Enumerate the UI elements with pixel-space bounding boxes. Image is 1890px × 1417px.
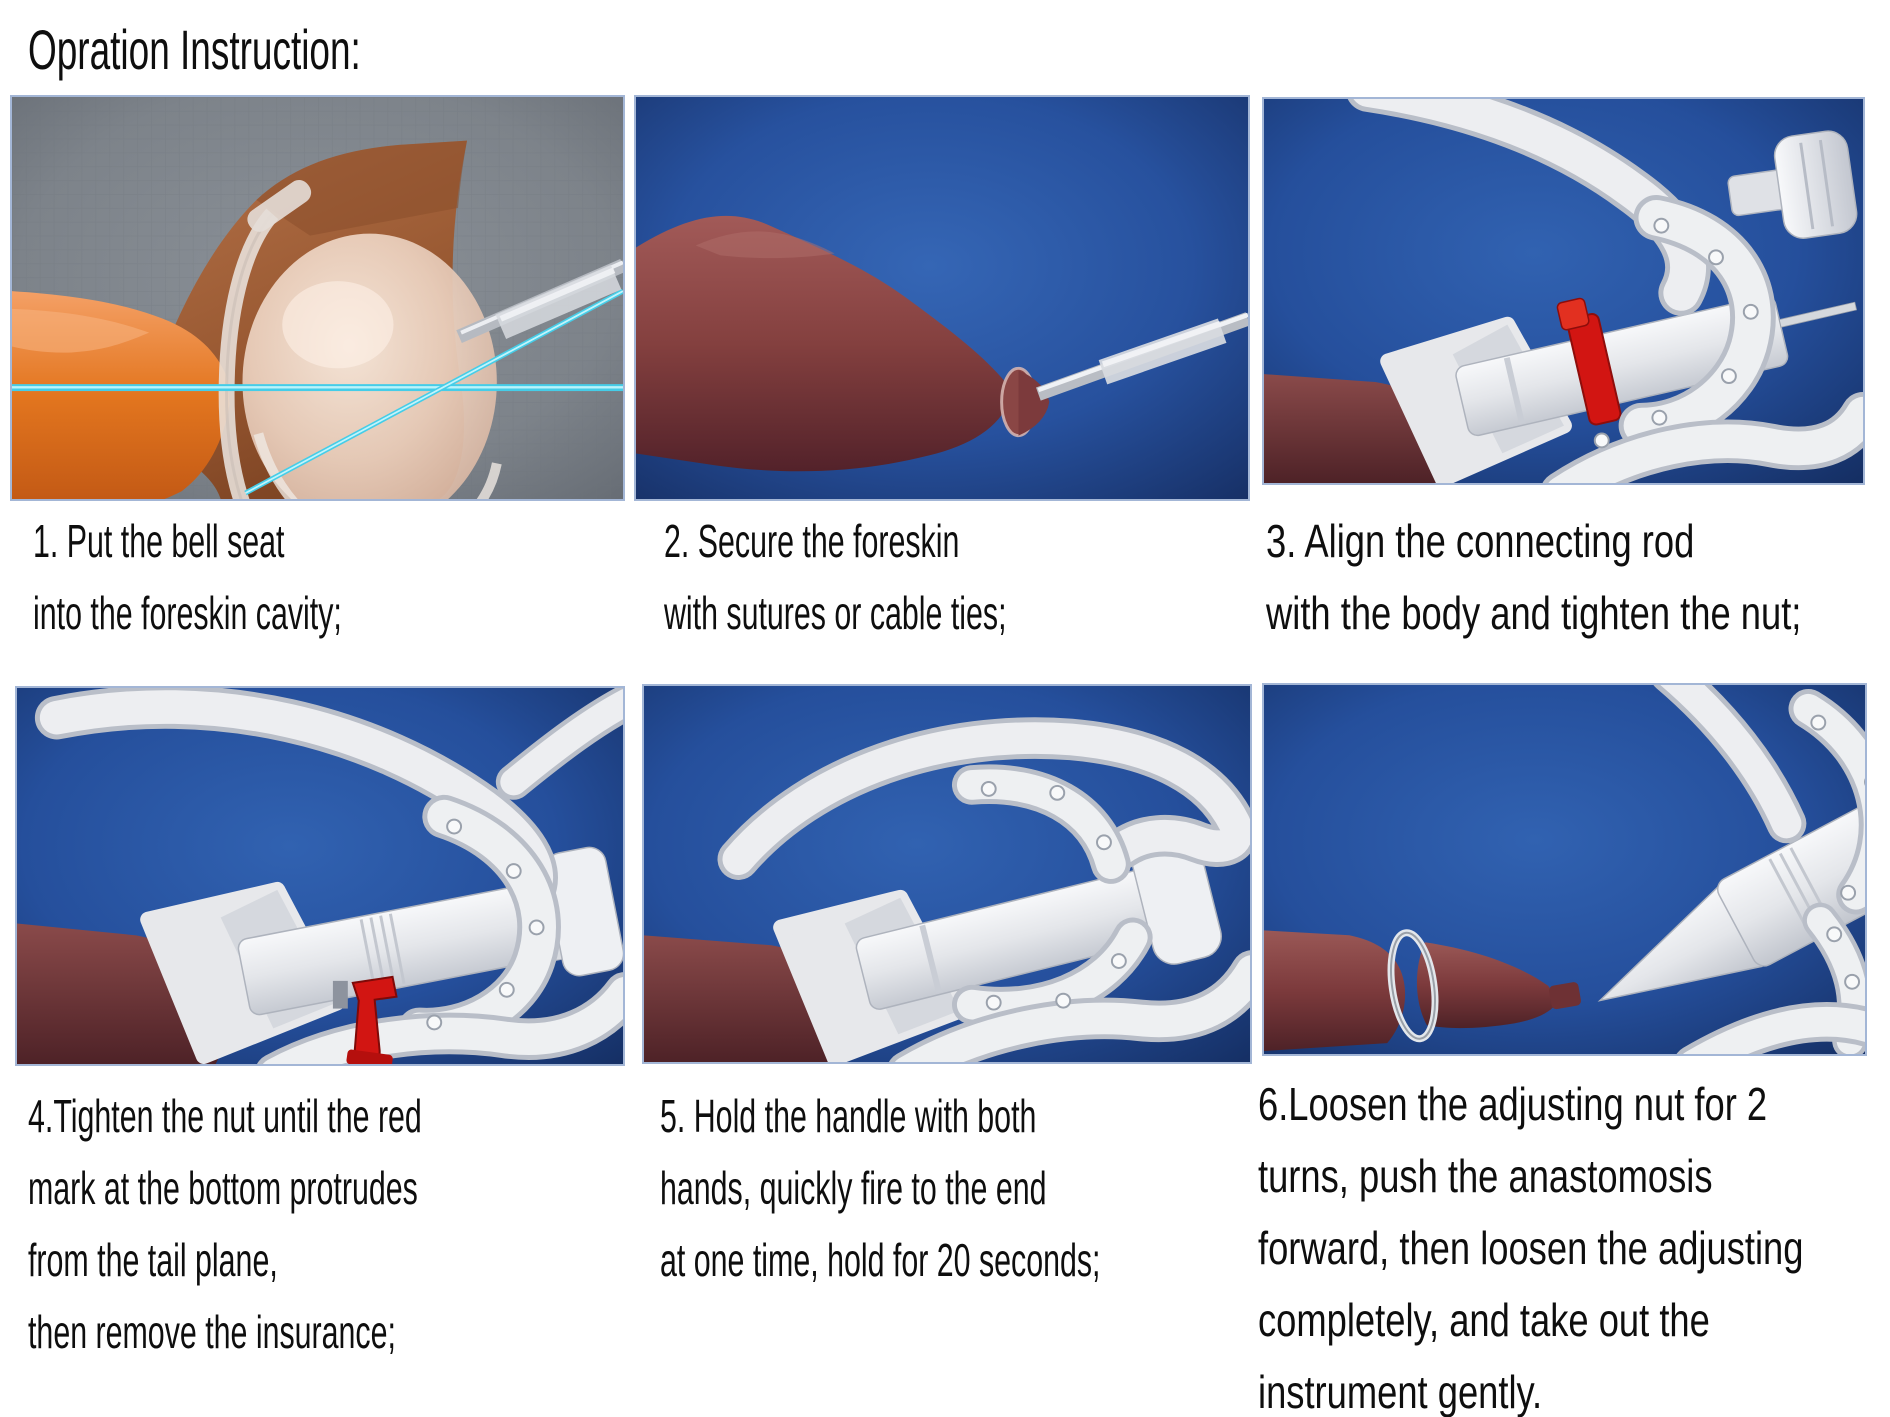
page-title: Opration Instruction: [28,18,361,81]
caption-line: completely, and take out the [1258,1294,1710,1346]
fire-handle-scene [644,686,1250,1062]
align-rod-scene [1264,99,1863,483]
step-3-illustration [1262,97,1865,485]
step-5-illustration [642,684,1252,1064]
caption-line: turns, push the anastomosis [1258,1150,1713,1202]
caption-line: mark at the bottom protrudes [28,1162,418,1214]
step-5-caption [660,1080,1100,1296]
step-1-illustration [10,95,625,501]
caption-line: 3. Align the connecting rod [1266,515,1695,567]
step-4-illustration [15,686,625,1066]
step-6-caption [1258,1068,1803,1417]
bell-seat-scene [12,97,623,499]
caption-line: forward, then loosen the adjusting [1258,1222,1804,1274]
tighten-nut-scene [17,688,623,1064]
caption-line: with sutures or cable ties; [664,587,1007,639]
caption-line: from the tail plane, [28,1234,278,1286]
step-2-illustration [634,95,1250,501]
secure-foreskin-scene [636,97,1248,499]
caption-line: 5. Hold the handle with both [660,1090,1037,1142]
step-4-caption [28,1080,422,1368]
caption-line: 4.Tighten the nut until the red [28,1090,422,1142]
step-3-caption [1266,505,1801,649]
caption-line: 1. Put the bell seat [33,515,285,567]
step-1-caption [33,505,342,649]
step-2-caption [664,505,1007,649]
caption-line: into the foreskin cavity; [33,587,342,639]
caption-line: 6.Loosen the adjusting nut for 2 [1258,1078,1768,1130]
caption-line: hands, quickly fire to the end [660,1162,1047,1214]
remove-instrument-scene [1264,685,1865,1054]
step-6-illustration [1262,683,1867,1056]
caption-line: with the body and tighten the nut; [1266,587,1802,639]
caption-line: instrument gently. [1258,1366,1543,1417]
caption-line: then remove the insurance; [28,1306,396,1358]
caption-line: at one time, hold for 20 seconds; [660,1234,1101,1286]
caption-line: 2. Secure the foreskin [664,515,960,567]
